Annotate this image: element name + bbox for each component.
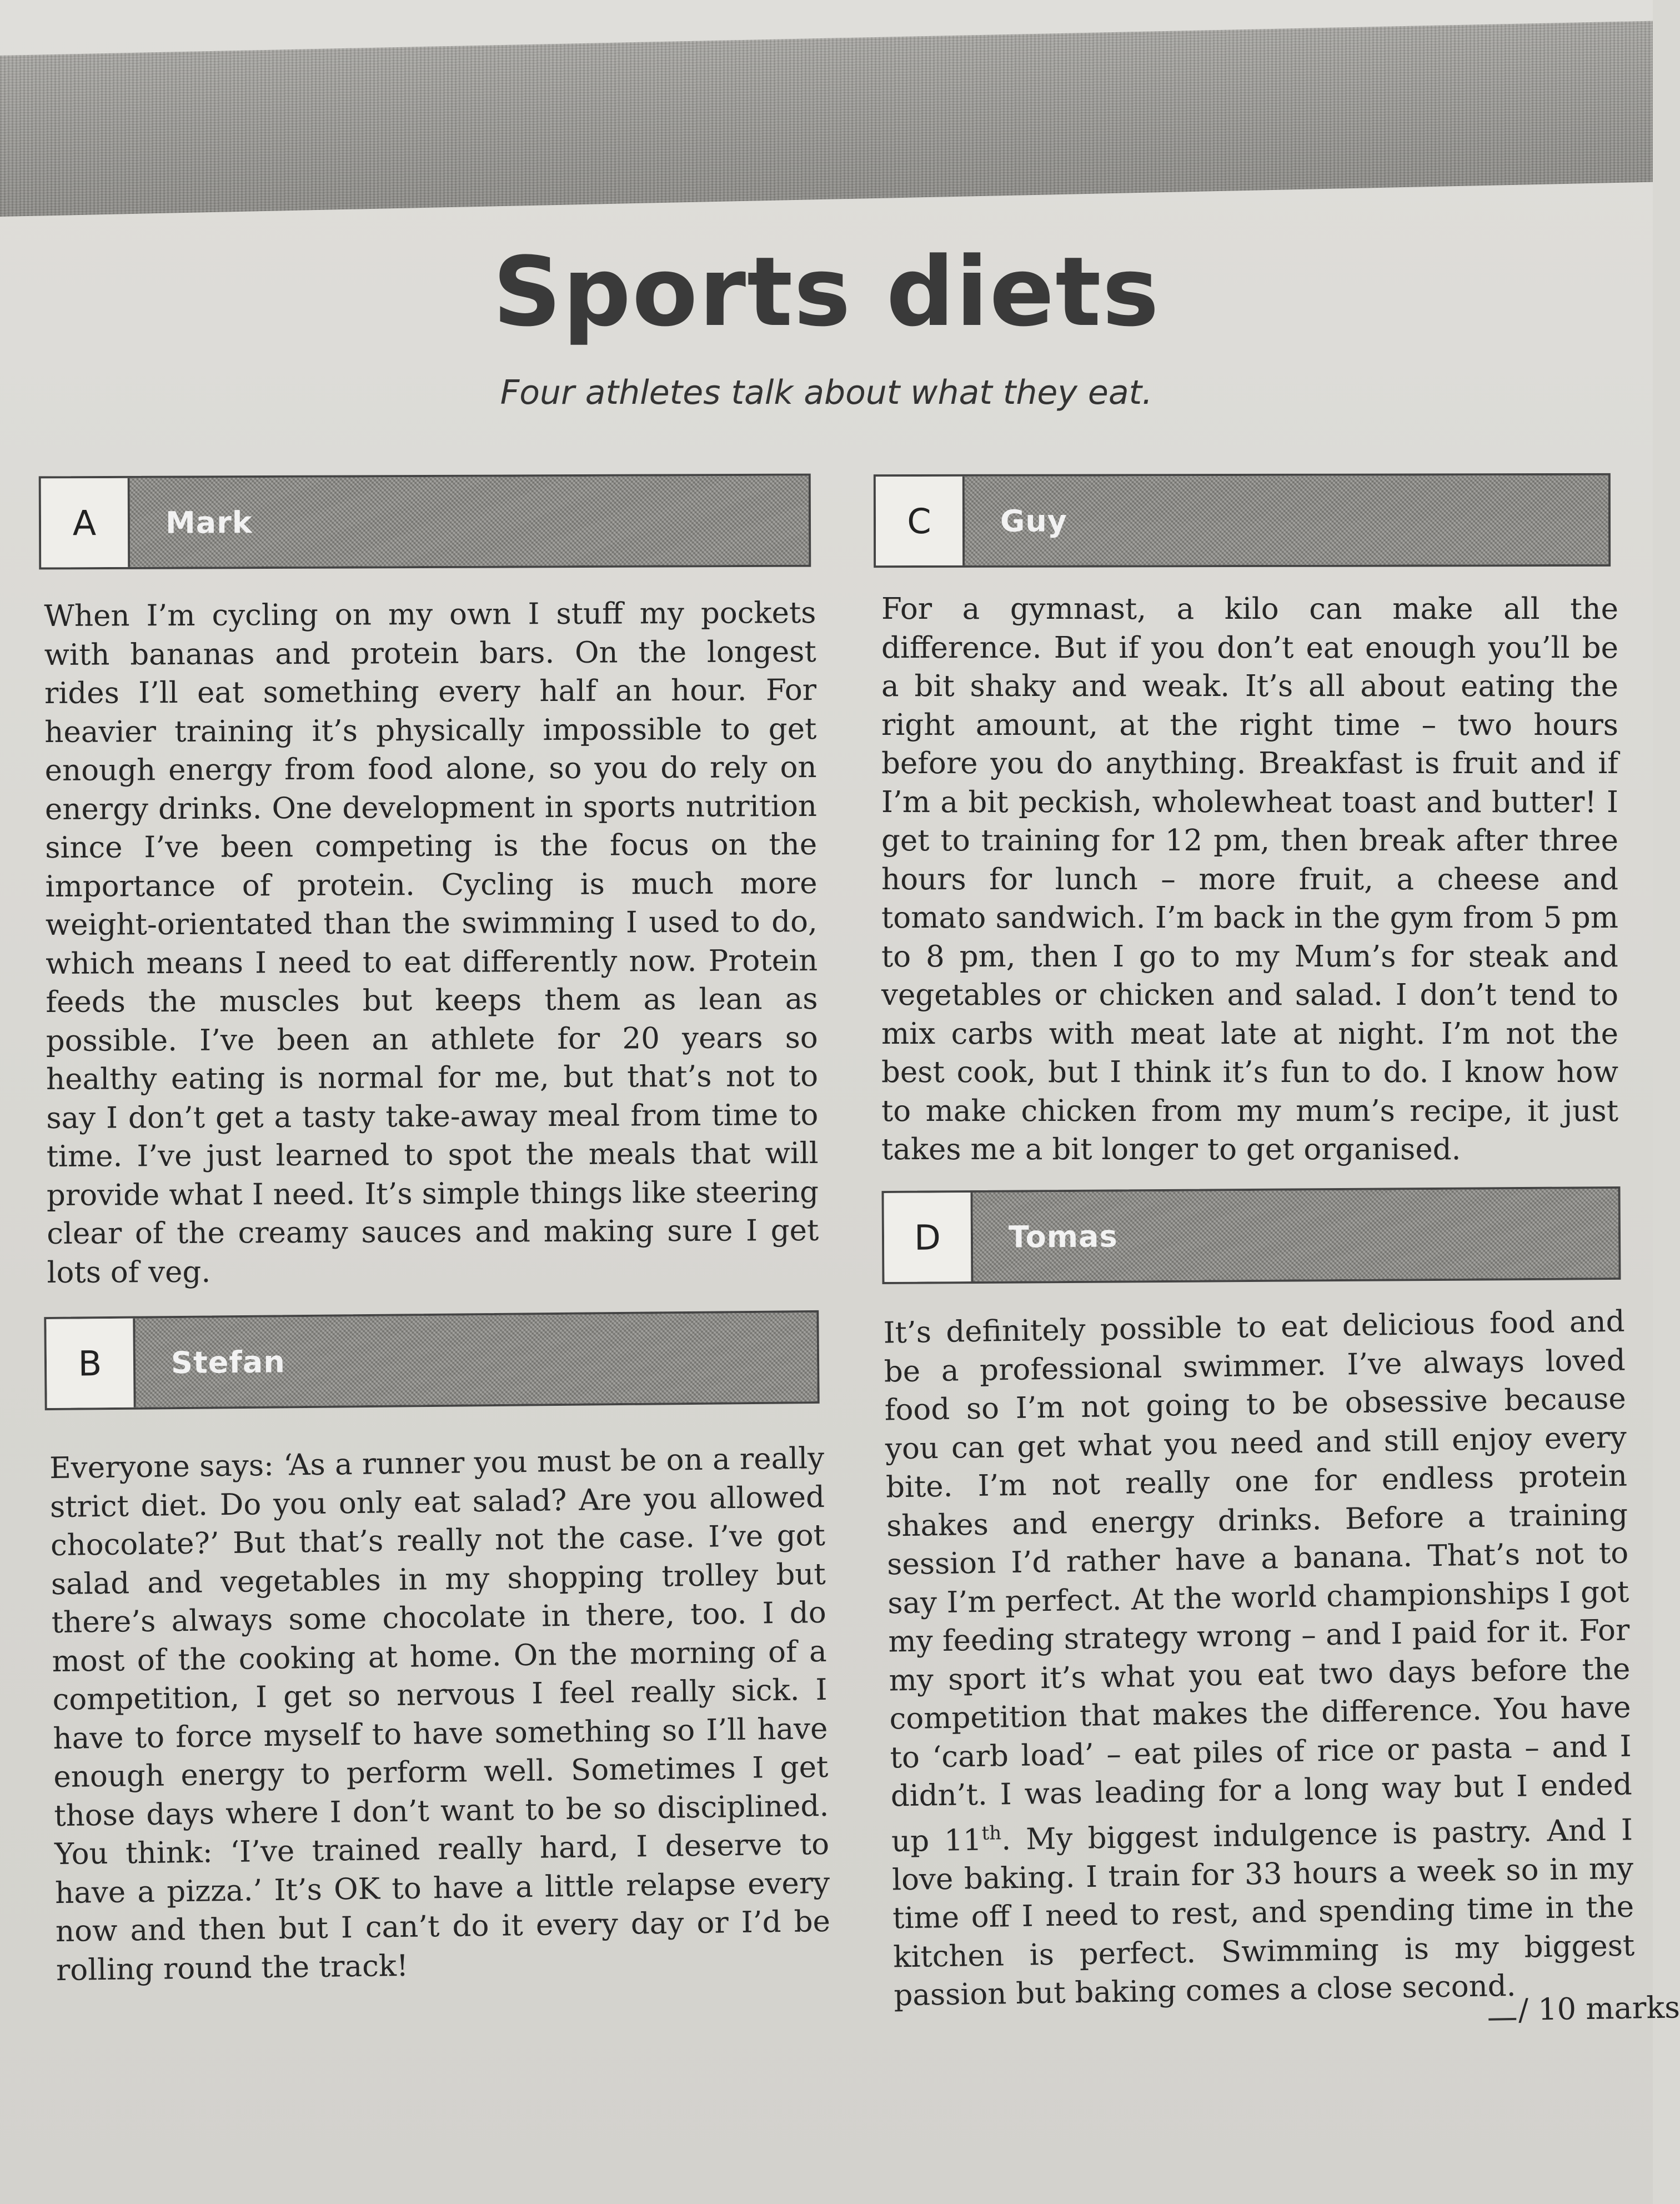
section-letter: A	[41, 478, 131, 568]
section-c-text: For a gymnast, a kilo can make all the difference. But if you don’t eat enough you’ll be a bit shaky and weak. It’s all about eating the right amount, at the right time – two hours before you do anything. Breakfast is fruit and if I’m a bit peckish, wholewheat toast and butter! I get to training for 12 pm, then break after three hours for lunch – more fruit, a cheese and tomato sandwich. I’m back in the gym from 5 pm to 8 pm, then I go to my Mum’s for steak and vegetables or chicken and salad. I don’t tend to mix carbs with meat late at night. I’m not the best cook, but I think it’s fun to do. I know how to make chicken from my mum’s recipe, it just takes me a bit longer to get organised.	[881, 592, 1618, 1166]
section-letter: D	[884, 1193, 974, 1282]
marks-label: / 10 marks	[1518, 1990, 1680, 2027]
athlete-name: Mark	[130, 476, 809, 567]
section-letter: C	[876, 477, 965, 565]
marks-box	[1488, 1990, 1680, 2027]
section-d-text-part-1: It’s definitely possible to eat delicious food and be a professional swimmer. I’ve always loved food so I’m not going to be obsessive because you can get what you need and still enjoy every bite. I’m not really one for endless protein shakes and energy drinks. Before a training session I’d rather have a banana. That’s not to say I’m perfect. At the world championships I got my feeding strategy wrong – and I paid for it. For my sport it’s what you eat two days before the competition that makes the difference. You have to ‘carb load’ – eat piles of rice or pasta – and I didn’t. I was leading for a long way but I ended up 11	[883, 1304, 1633, 1859]
athlete-name: Tomas	[973, 1189, 1619, 1281]
section-b-header	[44, 1310, 819, 1410]
top-banner	[0, 21, 1653, 217]
section-d-header	[881, 1186, 1621, 1284]
section-a-text: When I’m cycling on my own I stuff my pockets with bananas and protein bars. On the longest rides I’ll eat something every half an hour. For heavier training it’s physically impossible to get enough energy from food alone, so you do rely on energy drinks. One development in sports nutrition since I’ve been competing is the focus on the importance of protein. Cycling is much more weight-orientated than the swimming I used to do, which means I need to eat differently now. Protein feeds the muscles but keeps them as lean as possible. I’ve been an athlete for 20 years so healthy eating is normal for me, but that’s not to say I don’t get a tasty take-away meal from time to time. I’ve just learned to spot the meals that will provide what I need. It’s simple things like steering clear of the creamy sauces and making sure I get lots of veg.	[44, 595, 819, 1290]
page-title: Sports diets	[493, 236, 1160, 348]
section-a-header	[39, 474, 811, 570]
section-d-text-part-2: . My biggest indulgence is pastry. And I love baking. I train for 33 hours a week so in my time off I need to rest, and spending time in the kitchen is perfect. Swimming is my biggest passion but baking comes a close second.	[891, 1812, 1635, 2013]
athlete-name: Stefan	[135, 1313, 817, 1407]
section-letter: B	[46, 1319, 136, 1408]
score-blank	[1488, 2018, 1516, 2021]
athlete-name: Guy	[965, 475, 1608, 565]
page-subtitle: Four athletes talk about what they eat.	[500, 373, 1153, 412]
section-c-header	[874, 473, 1611, 568]
section-d-text	[883, 1303, 1636, 2015]
section-b-text: Everyone says: ‘As a runner you must be on a really strict diet. Do you only eat salad? Are you allowed chocolate?’ But that’s really not the case. I’ve got salad and vegetables in my shopping trolley but there’s always some chocolate in there, too. I do most of the cooking at home. On the morning of a competition, I get so nervous I feel really sick. I have to force myself to have something so I’ll have enough energy to perform well. Sometimes I get those days where I don’t want to be so disciplined. You think: ‘I’ve trained really hard, I deserve to have a pizza.’ It’s OK to have a little relapse every now and then but I can’t do it every day or I’d be rolling round the track!	[49, 1441, 831, 1987]
ordinal-suffix: th	[981, 1821, 1002, 1845]
